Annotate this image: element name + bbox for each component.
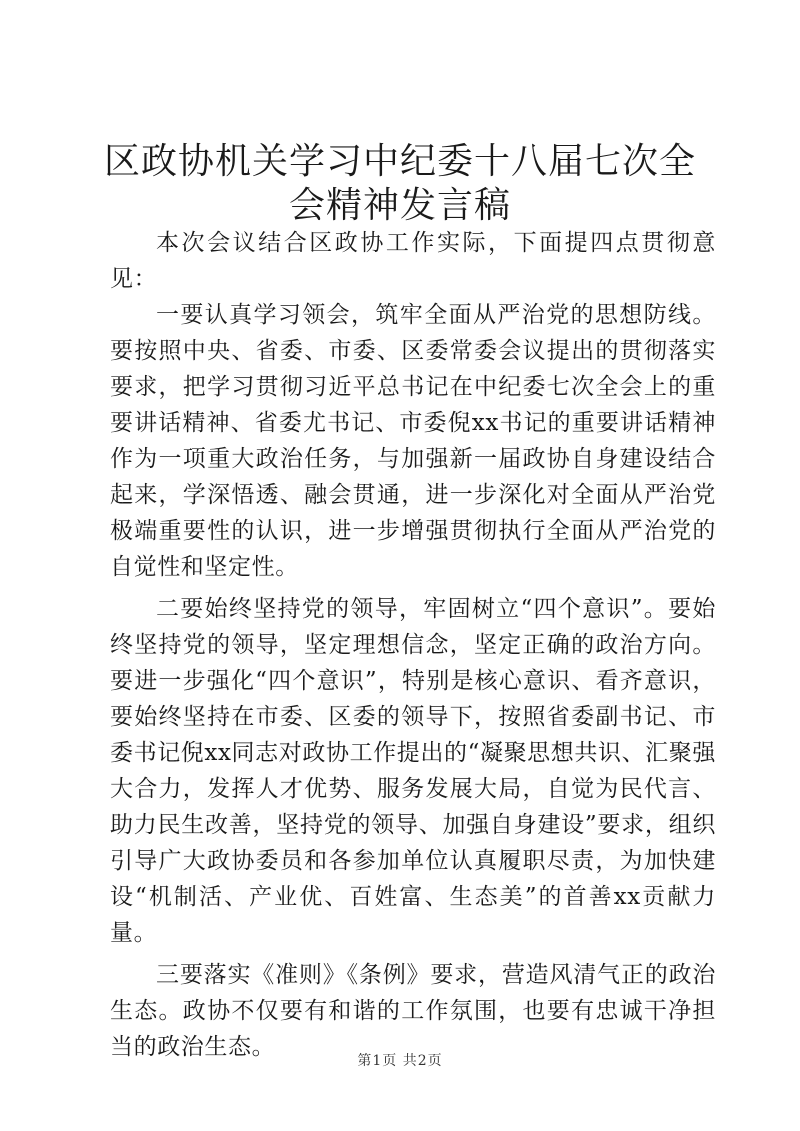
paragraph-point-one: 一要认真学习领会，筑牢全面从严治党的思想防线。要按照中央、省委、市委、区委常委会议提出的贯彻落实要求，把学习贯彻习近平总书记在中纪委七次全会上的重要讲话精神、省委尤书记、市委倪xx书记的重要讲话精神作为一项重大政治任务，与加强新一届政协自身建设结合起来，学深悟透、融会贯通，进一步深化对全面从严治党极端重要性的认识，进一步增强贯彻执行全面从严治党的自觉性和坚定性。 — [110, 302, 716, 580]
document-body — [110, 225, 716, 1071]
document-title: 区政协机关学习中纪委十八届七次全会精神发言稿 — [103, 141, 696, 226]
paragraph-point-three: 三要落实《准则》《条例》要求，营造风清气正的政治生态。政协不仅要有和谐的工作氛围，也要有忠诚干净担当的政治生态。 — [110, 962, 716, 1060]
page-number: 第1页 共2页 — [357, 1053, 443, 1069]
paragraph-point-two: 二要始终坚持党的领导，牢固树立“四个意识”。要始终坚持党的领导，坚定理想信念，坚定正确的政治方向。要进一步强化“四个意识”，特别是核心意识、看齐意识，要始终坚持在市委、区委的领导下，按照省委副书记、市委书记倪xx同志对政协工作提出的“凝聚思想共识、汇聚强大合力，发挥人才优势、服务发展大局，自觉为民代言、助力民生改善，坚持党的领导、加强自身建设”要求，组织引导广大政协委员和各参加单位认真履职尽责，为加快建设“机制活、产业优、百姓富、生态美”的首善xx贡献力量。 — [110, 596, 716, 946]
paragraph-intro: 本次会议结合区政协工作实际，下面提四点贯彻意见： — [110, 230, 716, 292]
